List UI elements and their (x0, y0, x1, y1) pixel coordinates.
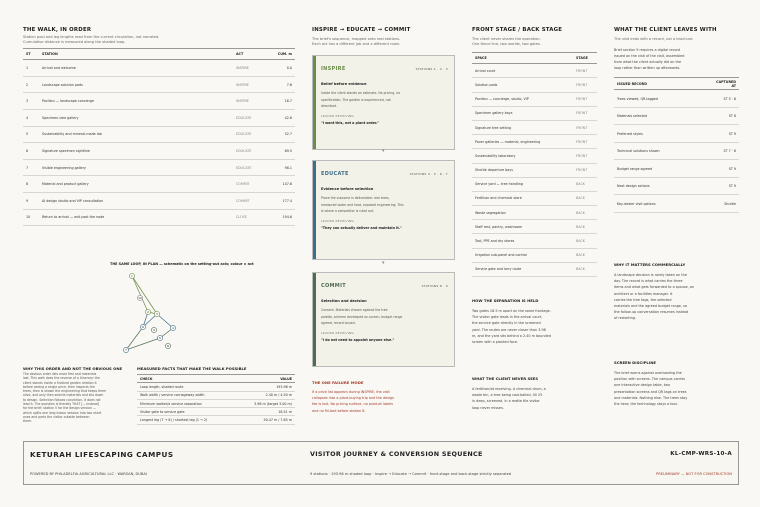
table-row (137, 399, 295, 407)
table-row (472, 135, 597, 149)
sequence-subtitle-2: Each act has a different job and a different room. (312, 41, 401, 46)
facts-table (137, 374, 295, 425)
record-col-issued: ISSUED RECORD (614, 78, 711, 90)
station-name: Return to arrival — exit past the node (39, 209, 233, 226)
act-body (321, 299, 448, 342)
project-by: POWERED BY PHILADELFIA AGRICULTURAL LLC · WARSAN, DUBAI (30, 472, 147, 476)
record-item: Next design actions (614, 177, 711, 195)
text-line: fee is lost. No pricing surface, no product labels (312, 402, 393, 407)
act-stations: STATIONS 8 · 9 (421, 284, 448, 288)
discipline-section (614, 360, 739, 407)
text-line: loop never misses. (472, 405, 504, 410)
text-line: pavilion with screens. The campus carries (614, 377, 686, 382)
text-line: The brief warns against overloading the (614, 371, 682, 375)
plan-station-label: 1 (131, 274, 133, 279)
space-stage: FRONT (573, 78, 597, 92)
fact-value: 3.98 m (target 3.00 m) (236, 399, 295, 407)
facts-title: MEASURED FACTS THAT MAKE THE WALK POSSIBLE (137, 366, 247, 371)
space-stage: BACK (573, 191, 597, 205)
act-body (321, 187, 448, 230)
station-number: 5 (23, 126, 39, 143)
station-act: EDUCATE (233, 143, 265, 160)
title-block (23, 441, 739, 485)
record-captured: ST 9 (711, 125, 739, 143)
text-line: them. (23, 419, 33, 424)
station-cum: 98.1 (265, 159, 295, 176)
act-color-bar (313, 273, 316, 366)
space-stage: BACK (573, 177, 597, 191)
never-sees-title: WHAT THE CLIENT NEVER SEES (472, 376, 539, 381)
text-line: client stands inside a finished garden relation it (23, 380, 97, 385)
space-stage: BACK (573, 248, 597, 262)
walk-section (23, 27, 295, 226)
station-cum: 7.6 (265, 76, 295, 93)
table-row (472, 248, 597, 262)
text-line: loop rather than written up afterwards. (614, 66, 681, 71)
table-row (472, 64, 597, 78)
act-card-educate (312, 160, 455, 260)
space-stage: FRONT (573, 64, 597, 78)
text-line: The obvious order lists most first and materials (23, 372, 97, 376)
act-body-line: Prove the outcome is deliverable: real trees, (321, 196, 390, 200)
record-captured: ST 8 (711, 107, 739, 125)
table-row (472, 234, 597, 248)
table-row (614, 195, 739, 213)
table-row (137, 408, 295, 416)
act-color-bar (313, 161, 316, 259)
act-body (321, 82, 448, 125)
table-row (23, 192, 295, 209)
space-name: Service yard — tree handling (472, 177, 573, 191)
station-act: INSPIRE (233, 60, 265, 77)
plan-title-text: THE SAME LOOP, IN PLAN — schematic on the setting-out axis; colour = act (110, 262, 254, 266)
frontback-table (472, 52, 597, 277)
commercial-section (614, 262, 739, 322)
station-name: Signature specimen sightline (39, 143, 233, 160)
failure-title: THE ONE FAILURE MODE (312, 380, 364, 385)
table-row (614, 142, 739, 160)
table-row (472, 149, 597, 163)
fact-check: Loop length, shaded route (137, 383, 236, 391)
text-line: ones and parts the visitor outside between (23, 414, 90, 419)
act-quote: "I do not need to appoint anyone else." (321, 337, 395, 342)
plan-leg (132, 276, 149, 315)
plan-station-label: 3 (156, 312, 158, 317)
failure-section (312, 380, 455, 414)
walk-subtitle-1: Station pool and leg lengths read from the current circulation, not narrated. (23, 35, 160, 39)
space-stage: FRONT (573, 106, 597, 120)
station-act: CLOSE (233, 209, 265, 226)
space-stage: BACK (573, 234, 597, 248)
space-name: Tool, PPE and dry stores (472, 234, 573, 248)
act-name: EDUCATE (321, 171, 349, 177)
act-body-line: specification. The garden is experienced, not (321, 97, 391, 102)
down-arrow-icon: ▾ (382, 260, 385, 266)
station-act: EDUCATE (233, 126, 265, 143)
record-captured: ST 9 (711, 160, 739, 178)
station-cum: 147.6 (265, 176, 295, 193)
table-row (472, 191, 597, 205)
sheet-description: 9 stations · 193.96 m shaded loop · Inspire → Educate → Commit · front-stage and back-stage strictly separated (310, 472, 512, 476)
record-col-captured: CAPTURED AT (711, 78, 739, 90)
station-cum: 0.0 (265, 60, 295, 77)
record-item: Materials selected (614, 107, 711, 125)
space-name: Sustainability laboratory (472, 149, 573, 163)
station-number: 3 (23, 93, 39, 110)
act-body-line: measured water and heat, exposed engineering. This (321, 202, 404, 207)
record-captured: ST 5 · 6 (711, 90, 739, 108)
text-line: in deep, screened, in a matte tile visitor (472, 399, 540, 404)
text-line: the service gate directly in the screened (472, 321, 541, 326)
station-cum: 177.4 (265, 192, 295, 209)
separation-section (472, 298, 597, 345)
table-row (23, 93, 295, 110)
table-row (23, 176, 295, 193)
text-line: A fertiliser/at receiving. A chemical drum, a (472, 387, 546, 391)
text-line: and materials. Nothing else. The trees stay (614, 395, 688, 400)
plan-station-label: 5 (159, 336, 161, 341)
space-name: Signature tree setting (472, 120, 573, 134)
act-quote: "They can actually deliver and maintain it." (321, 225, 402, 230)
space-name: Waste segregation (472, 206, 573, 220)
fact-check: Walk width / service carriageway width (137, 391, 236, 399)
text-line: the follow-up conversation resumes instead (614, 310, 689, 315)
text-line: lead it. The question is thereby THAT [— instead] (23, 402, 100, 407)
table-row (614, 90, 739, 108)
record-captured: Shuttle (711, 195, 739, 213)
station-cum: 16.7 (265, 93, 295, 110)
table-row (472, 163, 597, 177)
station-name: AI design studio and VIP consultation (39, 192, 233, 209)
table-row (23, 109, 295, 126)
table-row (614, 107, 739, 125)
act-body-line: described. (321, 104, 338, 108)
walk-title: THE WALK, IN ORDER (23, 27, 92, 33)
record-item: Key-dealer visit options (614, 195, 711, 213)
act-stations: STATIONS 4 · 5 · 6 · 7 (409, 172, 448, 176)
never-sees-section (472, 376, 597, 411)
text-line: for the brief; station 5 for the design version — (23, 406, 96, 411)
leaves-subtitle: The visit ends with a record, not a brochure. (614, 37, 694, 41)
text-line: A landscape decision is rarely taken on the (614, 273, 687, 277)
station-number: 6 (23, 143, 39, 160)
why-title: WHY THIS ORDER AND NOT THE OBVIOUS ONE (23, 366, 123, 371)
plan-station-label: 7 (125, 348, 127, 353)
text-line: architect or a facilities manager. It (614, 291, 673, 296)
record-item: Trees viewed, QR-tagged (614, 90, 711, 108)
sheet-code: KL-CMP-WRS-10-A (670, 451, 732, 457)
col-act: ACT (233, 49, 265, 60)
fact-check: Minimum walker/a service separation (137, 399, 236, 407)
station-name: Pavilion — landscape concierge (39, 93, 233, 110)
plan-leg (125, 338, 160, 353)
record-item: Technical solutions shown (614, 142, 711, 160)
text-line: trees, then is shown the engineering that keeps them (23, 389, 107, 394)
record-table (614, 77, 739, 213)
act-leader-label: LEADER RECEIVING (321, 218, 354, 223)
leaves-title: WHAT THE CLIENT LEAVES WITH (614, 27, 717, 33)
frontback-subtitle-2: One fence line, two worlds, two gates. (472, 41, 541, 46)
text-line: to design. Selection follows conviction. It does not (23, 397, 101, 402)
station-cum: 194.6 (265, 209, 295, 226)
text-line: presentation screens and QR tags on trees (614, 389, 687, 394)
station-number: 1 (23, 60, 39, 77)
table-row (23, 126, 295, 143)
sequence-subtitle-1: The brief's sequence, mapped onto real stations. (312, 37, 401, 41)
space-stage: BACK (573, 262, 597, 276)
text-line: If a price list appears during INSPIRE, the visit (312, 390, 390, 394)
plan-leg (132, 276, 158, 317)
col-st: ST (23, 49, 39, 60)
facts-col-check: CHECK (137, 375, 236, 383)
text-line: m, and the yard sits behind a 2.40 m bounded (472, 333, 551, 338)
table-row (472, 262, 597, 276)
fact-value: 50.47 m / 7.65 m (236, 416, 295, 424)
fact-check: Visitor gate to service gate (137, 408, 236, 416)
plan-leg (157, 314, 174, 331)
station-number: 2 (23, 76, 39, 93)
table-row (137, 416, 295, 424)
plan-station-label: 2 (147, 310, 149, 315)
station-act: INSPIRE (233, 76, 265, 93)
space-stage: FRONT (573, 163, 597, 177)
station-act: EDUCATE (233, 109, 265, 126)
station-act: EDUCATE (233, 159, 265, 176)
act-name: COMMIT (321, 283, 346, 289)
act-color-bar (313, 56, 316, 149)
plan-station-label: 9 (153, 328, 155, 333)
table-row (137, 383, 295, 391)
plan-station-label: 6 (142, 325, 144, 330)
space-name: Arrival court (472, 64, 573, 78)
act-body-line: palette, scheme developed on-screen, budget range (321, 314, 403, 319)
station-name: Arrival and welcome (39, 60, 233, 77)
act-card-commit (312, 272, 455, 367)
facts-section (137, 366, 295, 425)
why-section (23, 366, 133, 424)
station-number: 7 (23, 159, 39, 176)
space-stage: FRONT (573, 120, 597, 134)
walk-table (23, 48, 295, 226)
text-line: issued on the visit of the visit, assembled (614, 53, 685, 58)
text-line: which splits one long indoor session into two short (23, 410, 102, 415)
sheet-status: PRELIMINARY — NOT FOR CONSTRUCTION (656, 472, 732, 476)
separation-title: HOW THE SEPARATION IS HELD (472, 298, 539, 303)
space-name: Specimen gallery bays (472, 106, 573, 120)
space-name: Irrigation sub-panel and control (472, 248, 573, 262)
table-row (472, 78, 597, 92)
loop-plan-diagram (110, 268, 230, 358)
text-line: collapses into a plant-buying trip and the design (312, 396, 395, 401)
frontback-title: FRONT STAGE / BACK STAGE (472, 27, 563, 33)
text-line: carries the tree tags, the selected (614, 297, 672, 302)
fact-value: 18.51 m (236, 408, 295, 416)
text-line: the hero; the technology stays a tool. (614, 402, 678, 407)
leaves-section (614, 27, 739, 213)
act-quote: "I want this, not a plant order." (321, 120, 379, 125)
act-body-line: Consent. Materials chosen against the tree (321, 308, 388, 312)
station-cum: 69.5 (265, 143, 295, 160)
table-row (472, 92, 597, 106)
table-row (137, 391, 295, 399)
act-card-inspire (312, 55, 455, 150)
text-line: Two gates 18.5 m apart on the same frontage. (472, 309, 551, 313)
text-line: of restarting. (614, 316, 636, 321)
text-line: from what the client actually did on the (614, 60, 682, 64)
space-stage: BACK (573, 220, 597, 234)
frontback-section (472, 27, 597, 277)
space-stage: FRONT (573, 135, 597, 149)
station-cum: 52.7 (265, 126, 295, 143)
table-row (23, 209, 295, 226)
station-name: Sustainability and mineral-made lab (39, 126, 233, 143)
table-row (23, 159, 295, 176)
record-item: Preferred styles (614, 125, 711, 143)
table-row (472, 120, 597, 134)
text-line: The visitor gate leads in the arrival court, (472, 315, 543, 320)
act-heading: Selection and decision (321, 299, 367, 303)
text-line: day. The record is what carries the three (614, 279, 683, 284)
act-name: INSPIRE (321, 66, 346, 72)
station-name: Landscape solution pods (39, 76, 233, 93)
table-row (472, 177, 597, 191)
plan-station-label: 8 (167, 344, 169, 349)
act-leader-label: LEADER RECEIVING (321, 330, 354, 335)
station-name: Material and product gallery (39, 176, 233, 193)
act-body-line: is where a competitor is ruled out. (321, 209, 375, 213)
act-leader-label: LEADER RECEIVING (321, 113, 354, 118)
discipline-title: SCREEN DISCIPLINE (614, 360, 657, 365)
act-stations: STATIONS 1 · 2 · 3 (415, 67, 448, 71)
space-name: Service gate and lorry route (472, 262, 573, 276)
station-number: 4 (23, 109, 39, 126)
text-line: Brief section 9 requires a digital record (614, 47, 681, 52)
space-stage: FRONT (573, 92, 597, 106)
plan-title (110, 262, 310, 266)
table-row (472, 206, 597, 220)
space-stage: FRONT (573, 149, 597, 163)
table-row (23, 143, 295, 160)
text-line: last. This walk does the reverse of a itinerary: the (23, 376, 100, 381)
act-body-line: Inside the client stands an estimate. No pricing, no (321, 91, 400, 95)
fact-value: 2.40 m / 4.50 m (236, 391, 295, 399)
down-arrow-icon: ▾ (382, 148, 385, 154)
text-line: alive, and only then selects materials and sits down (23, 393, 104, 398)
space-name: Solution pods (472, 78, 573, 92)
sheet-title: VISITOR JOURNEY & CONVERSION SEQUENCE (310, 450, 483, 458)
project-name: KETURAH LIFESCAPING CAMPUS (30, 450, 174, 459)
station-act: INSPIRE (233, 93, 265, 110)
sequence-title: INSPIRE → EDUCATE → COMMIT (312, 27, 411, 33)
table-row (614, 160, 739, 178)
station-act: COMMIT (233, 192, 265, 209)
station-act: COMMIT (233, 176, 265, 193)
table-row (614, 125, 739, 143)
station-cum: 42.6 (265, 109, 295, 126)
record-item: Budget range agreed (614, 160, 711, 178)
space-name: Shuttle departure bays (472, 163, 573, 177)
fact-value: 193.96 m (236, 383, 295, 391)
station-number: 8 (23, 176, 39, 193)
text-line: screen with a planted face. (472, 340, 519, 345)
table-row (23, 76, 295, 93)
text-line: items and what gets forwarded to a spouse, an (614, 285, 695, 290)
frontback-col-stage: STAGE (573, 53, 597, 64)
plan-station-label: 4 (172, 326, 174, 331)
col-cum: CUM. m (265, 49, 295, 60)
frontback-subtitle-1: The client never shares the operation. (472, 37, 541, 41)
record-captured: ST 9 (711, 177, 739, 195)
text-line: and no fill-bed before station 8. (312, 408, 366, 413)
frontback-col-space: SPACE (472, 53, 573, 64)
act-heading: Evidence before selection (321, 187, 374, 191)
fact-check: Longest leg (7 → 8) / shortest leg (1 → 2) (137, 416, 236, 424)
record-captured: ST 7 · 8 (711, 142, 739, 160)
space-stage: BACK (573, 206, 597, 220)
act-heading: Belief before evidence (321, 82, 367, 86)
table-row (472, 220, 597, 234)
plan-station-label: 10 (138, 296, 142, 301)
table-row (614, 177, 739, 195)
table-row (472, 106, 597, 120)
col-station: STATION (39, 49, 233, 60)
sequence-section (312, 27, 455, 46)
table-row (23, 60, 295, 77)
text-line: materials and the agreed budget range, so (614, 304, 688, 309)
text-line: waste bin, a tree being root-balled, 40 25 (472, 393, 543, 398)
text-line: one interactive design table, two (614, 383, 670, 388)
space-name: Staff rest, pantry, washroom (472, 220, 573, 234)
text-line: before seeing a single price, then inspects the (23, 384, 95, 389)
text-line: yard. The routes are never closer than 3.98 (472, 327, 546, 332)
act-body-line: agreed, record issued. (321, 321, 356, 325)
facts-col-value: VALUE (236, 375, 295, 383)
station-name: Specimen-tree gallery (39, 109, 233, 126)
commercial-title: WHY IT MATTERS COMMERCIALLY (614, 262, 686, 267)
space-name: Paver galleries — material, engineering (472, 135, 573, 149)
space-name: Pavilion — concierge, studio, VIP (472, 92, 573, 106)
walk-subtitle-2: Cumulative distance is measured along the shaded loop. (23, 39, 126, 44)
station-number: 10 (23, 209, 39, 226)
space-name: Fertiliser and chemical store (472, 191, 573, 205)
plan-leg (125, 327, 143, 353)
station-name: Visible engineering gallery (39, 159, 233, 176)
station-number: 9 (23, 192, 39, 209)
